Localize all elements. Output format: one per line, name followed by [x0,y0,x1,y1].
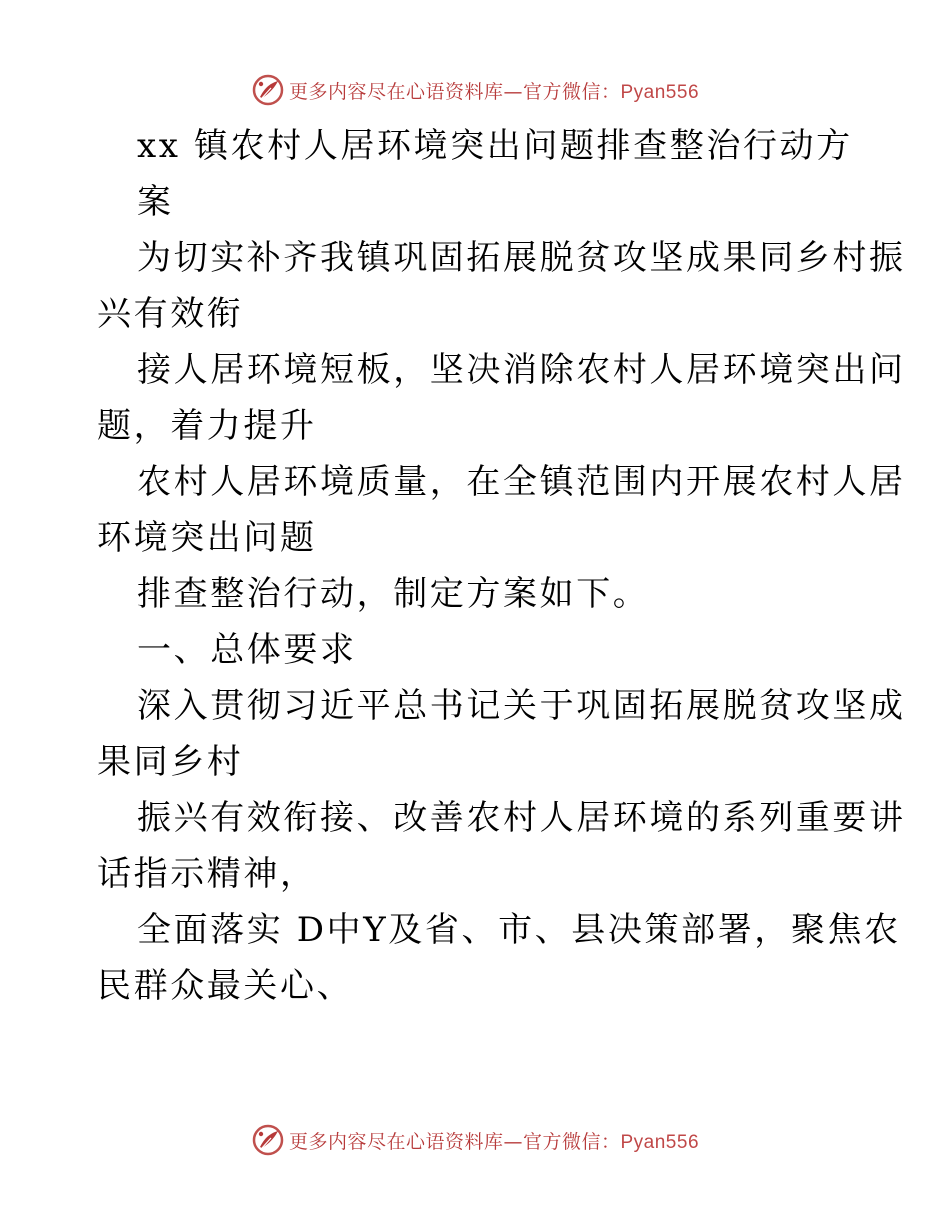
doc-section-heading: 一、总体要求 [137,630,357,670]
doc-paragraph-line: 振兴有效衔接、改善农村人居环境的系列重要讲 [137,798,906,838]
watermark-wechat-label: 官方微信： [522,1130,621,1153]
header-watermark [0,70,950,110]
doc-paragraph-line: 民群众最关心、 [97,966,354,1006]
watermark-wechat-label: 官方微信： [522,80,621,103]
watermark-text [289,77,699,104]
doc-paragraph-line: 话指示精神， [97,854,317,894]
footer-watermark [0,1120,950,1160]
watermark-wechat-id: Pyan556 [620,1131,700,1153]
doc-paragraph-line: 全面落实 D中Y及省、市、县决策部署，聚焦农 [137,910,901,950]
watermark-dash: — [503,80,523,103]
doc-paragraph-line: 兴有效衔 [97,294,244,334]
watermark-main-text: 更多内容尽在心语资料库 [288,1130,504,1153]
document-body [97,118,906,1014]
doc-title-line-2: 案 [137,182,174,222]
doc-paragraph-line: 题，着力提升 [97,406,317,446]
doc-title-line-1: xx 镇农村人居环境突出问题排查整治行动方 [137,126,853,166]
doc-paragraph-line: 深入贯彻习近平总书记关于巩固拓展脱贫攻坚成 [137,686,906,726]
feather-logo-icon [251,73,285,107]
doc-paragraph-line: 为切实补齐我镇巩固拓展脱贫攻坚成果同乡村振 [137,238,906,278]
watermark-main-text: 更多内容尽在心语资料库 [288,80,504,103]
doc-paragraph-line: 果同乡村 [97,742,244,782]
watermark-wechat-id: Pyan556 [620,81,700,103]
watermark-text [289,1127,699,1154]
doc-paragraph-line: 农村人居环境质量，在全镇范围内开展农村人居 [137,462,906,502]
feather-logo-icon [251,1123,285,1157]
watermark-dash: — [503,1130,523,1153]
doc-paragraph-line: 排查整治行动，制定方案如下。 [137,574,650,614]
doc-paragraph-line: 环境突出问题 [97,518,317,558]
doc-paragraph-line: 接人居环境短板，坚决消除农村人居环境突出问 [137,350,906,390]
